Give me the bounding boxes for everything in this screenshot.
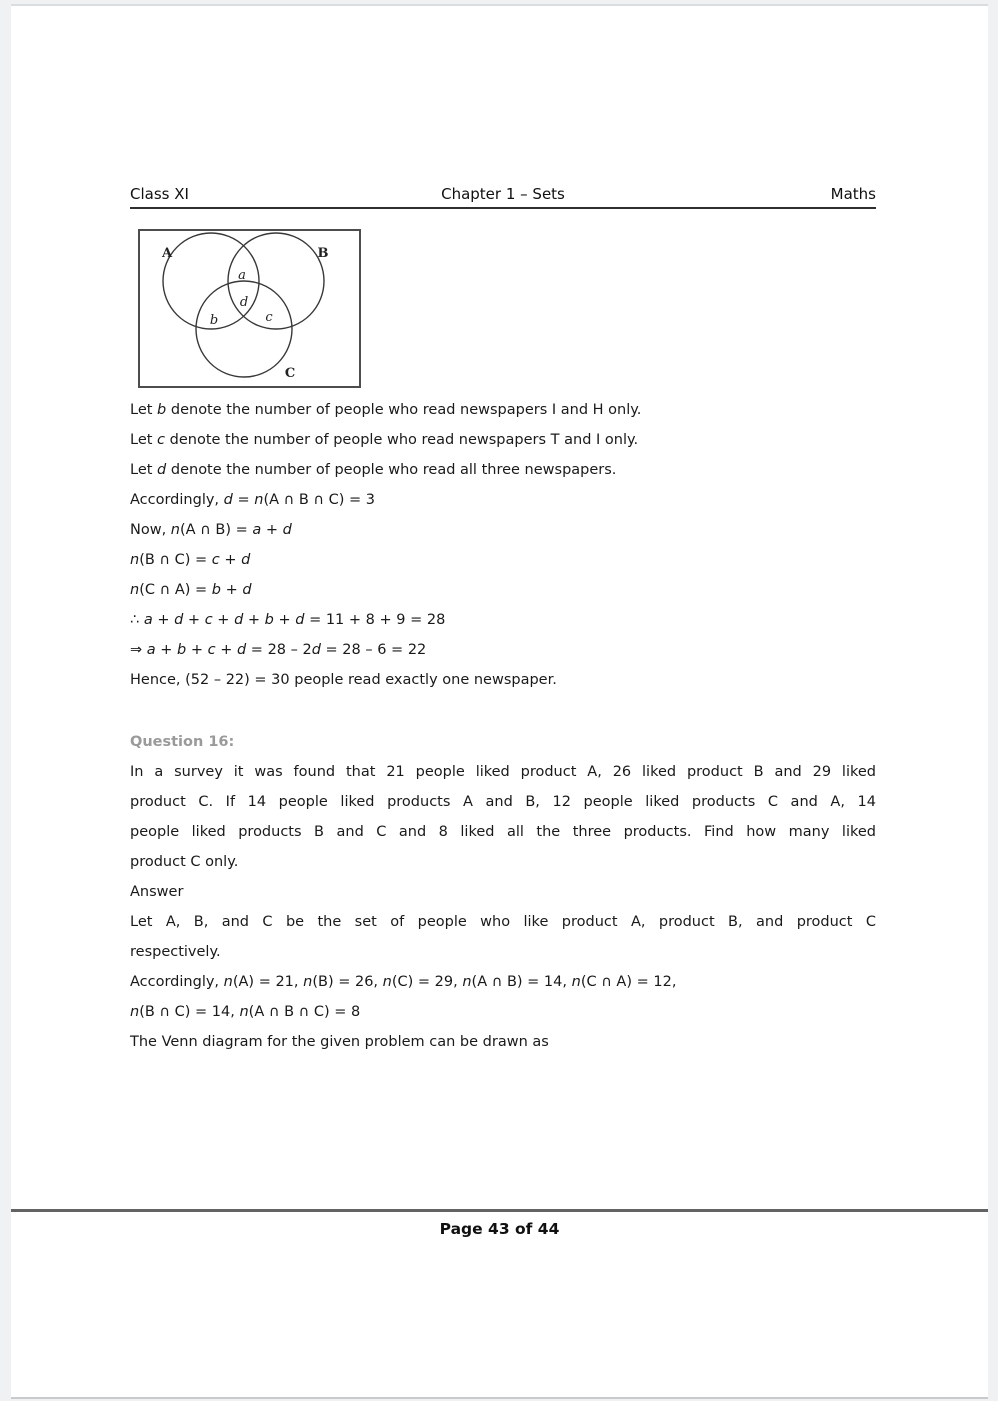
region-label-b: b — [209, 313, 219, 328]
header-chapter-title: Chapter 1 – Sets — [441, 185, 565, 203]
solution-line: ⇒ a + b + c + d = 28 – 2d = 28 – 6 = 22 — [130, 642, 427, 658]
region-label-d: d — [239, 295, 249, 310]
question15-solution — [130, 395, 876, 695]
set-label-b: B — [317, 246, 329, 261]
page-number-indicator: Page 43 of 44 — [439, 1220, 560, 1238]
question16-statement-line: people liked products B and C and 8 liked all the three products. Find how many liked — [130, 824, 876, 840]
answer-label: Answer — [130, 884, 184, 900]
question16-statement-line: product C only. — [130, 854, 239, 870]
set-label-a: A — [161, 246, 173, 261]
set-label-c: C — [284, 366, 296, 381]
region-label-c: c — [265, 310, 273, 325]
solution-line: Let d denote the number of people who read all three newspapers. — [130, 462, 617, 478]
solution-line: ∴ a + d + c + d + b + d = 11 + 8 + 9 = 28 — [130, 612, 446, 628]
question16-section — [130, 727, 876, 1057]
answer-line: n(B ∩ C) = 14, n(A ∩ B ∩ C) = 8 — [130, 1004, 361, 1020]
answer-line: respectively. — [130, 944, 221, 960]
page-header — [130, 185, 876, 209]
header-subject-label: Maths — [830, 185, 876, 203]
venn-diagram-svg — [140, 231, 359, 386]
answer-line: Let A, B, and C be the set of people who like product A, product B, and product C — [130, 914, 876, 930]
solution-line: n(C ∩ A) = b + d — [130, 582, 252, 598]
header-class-label: Class XI — [130, 185, 189, 203]
answer-line: Accordingly, n(A) = 21, n(B) = 26, n(C) = 29, n(A ∩ B) = 14, n(C ∩ A) = 12, — [130, 974, 677, 990]
venn-diagram-figure — [138, 229, 361, 388]
question16-heading: Question 16: — [130, 734, 235, 750]
region-label-a: a — [238, 268, 246, 283]
document-page — [11, 4, 988, 1399]
solution-line: Hence, (52 – 22) = 30 people read exactly one newspaper. — [130, 672, 557, 688]
solution-line: Let c denote the number of people who read newspapers T and I only. — [130, 432, 639, 448]
question16-statement-line: In a survey it was found that 21 people liked product A, 26 liked product B and 29 liked — [130, 764, 876, 780]
question16-statement-line: product C. If 14 people liked products A and B, 12 people liked products C and A, 14 — [130, 794, 876, 810]
solution-line: Now, n(A ∩ B) = a + d — [130, 522, 292, 538]
solution-line: n(B ∩ C) = c + d — [130, 552, 251, 568]
answer-line: The Venn diagram for the given problem can be drawn as — [130, 1034, 549, 1050]
solution-line: Let b denote the number of people who read newspapers I and H only. — [130, 402, 642, 418]
solution-line: Accordingly, d = n(A ∩ B ∩ C) = 3 — [130, 492, 376, 508]
footer-divider — [11, 1209, 988, 1212]
